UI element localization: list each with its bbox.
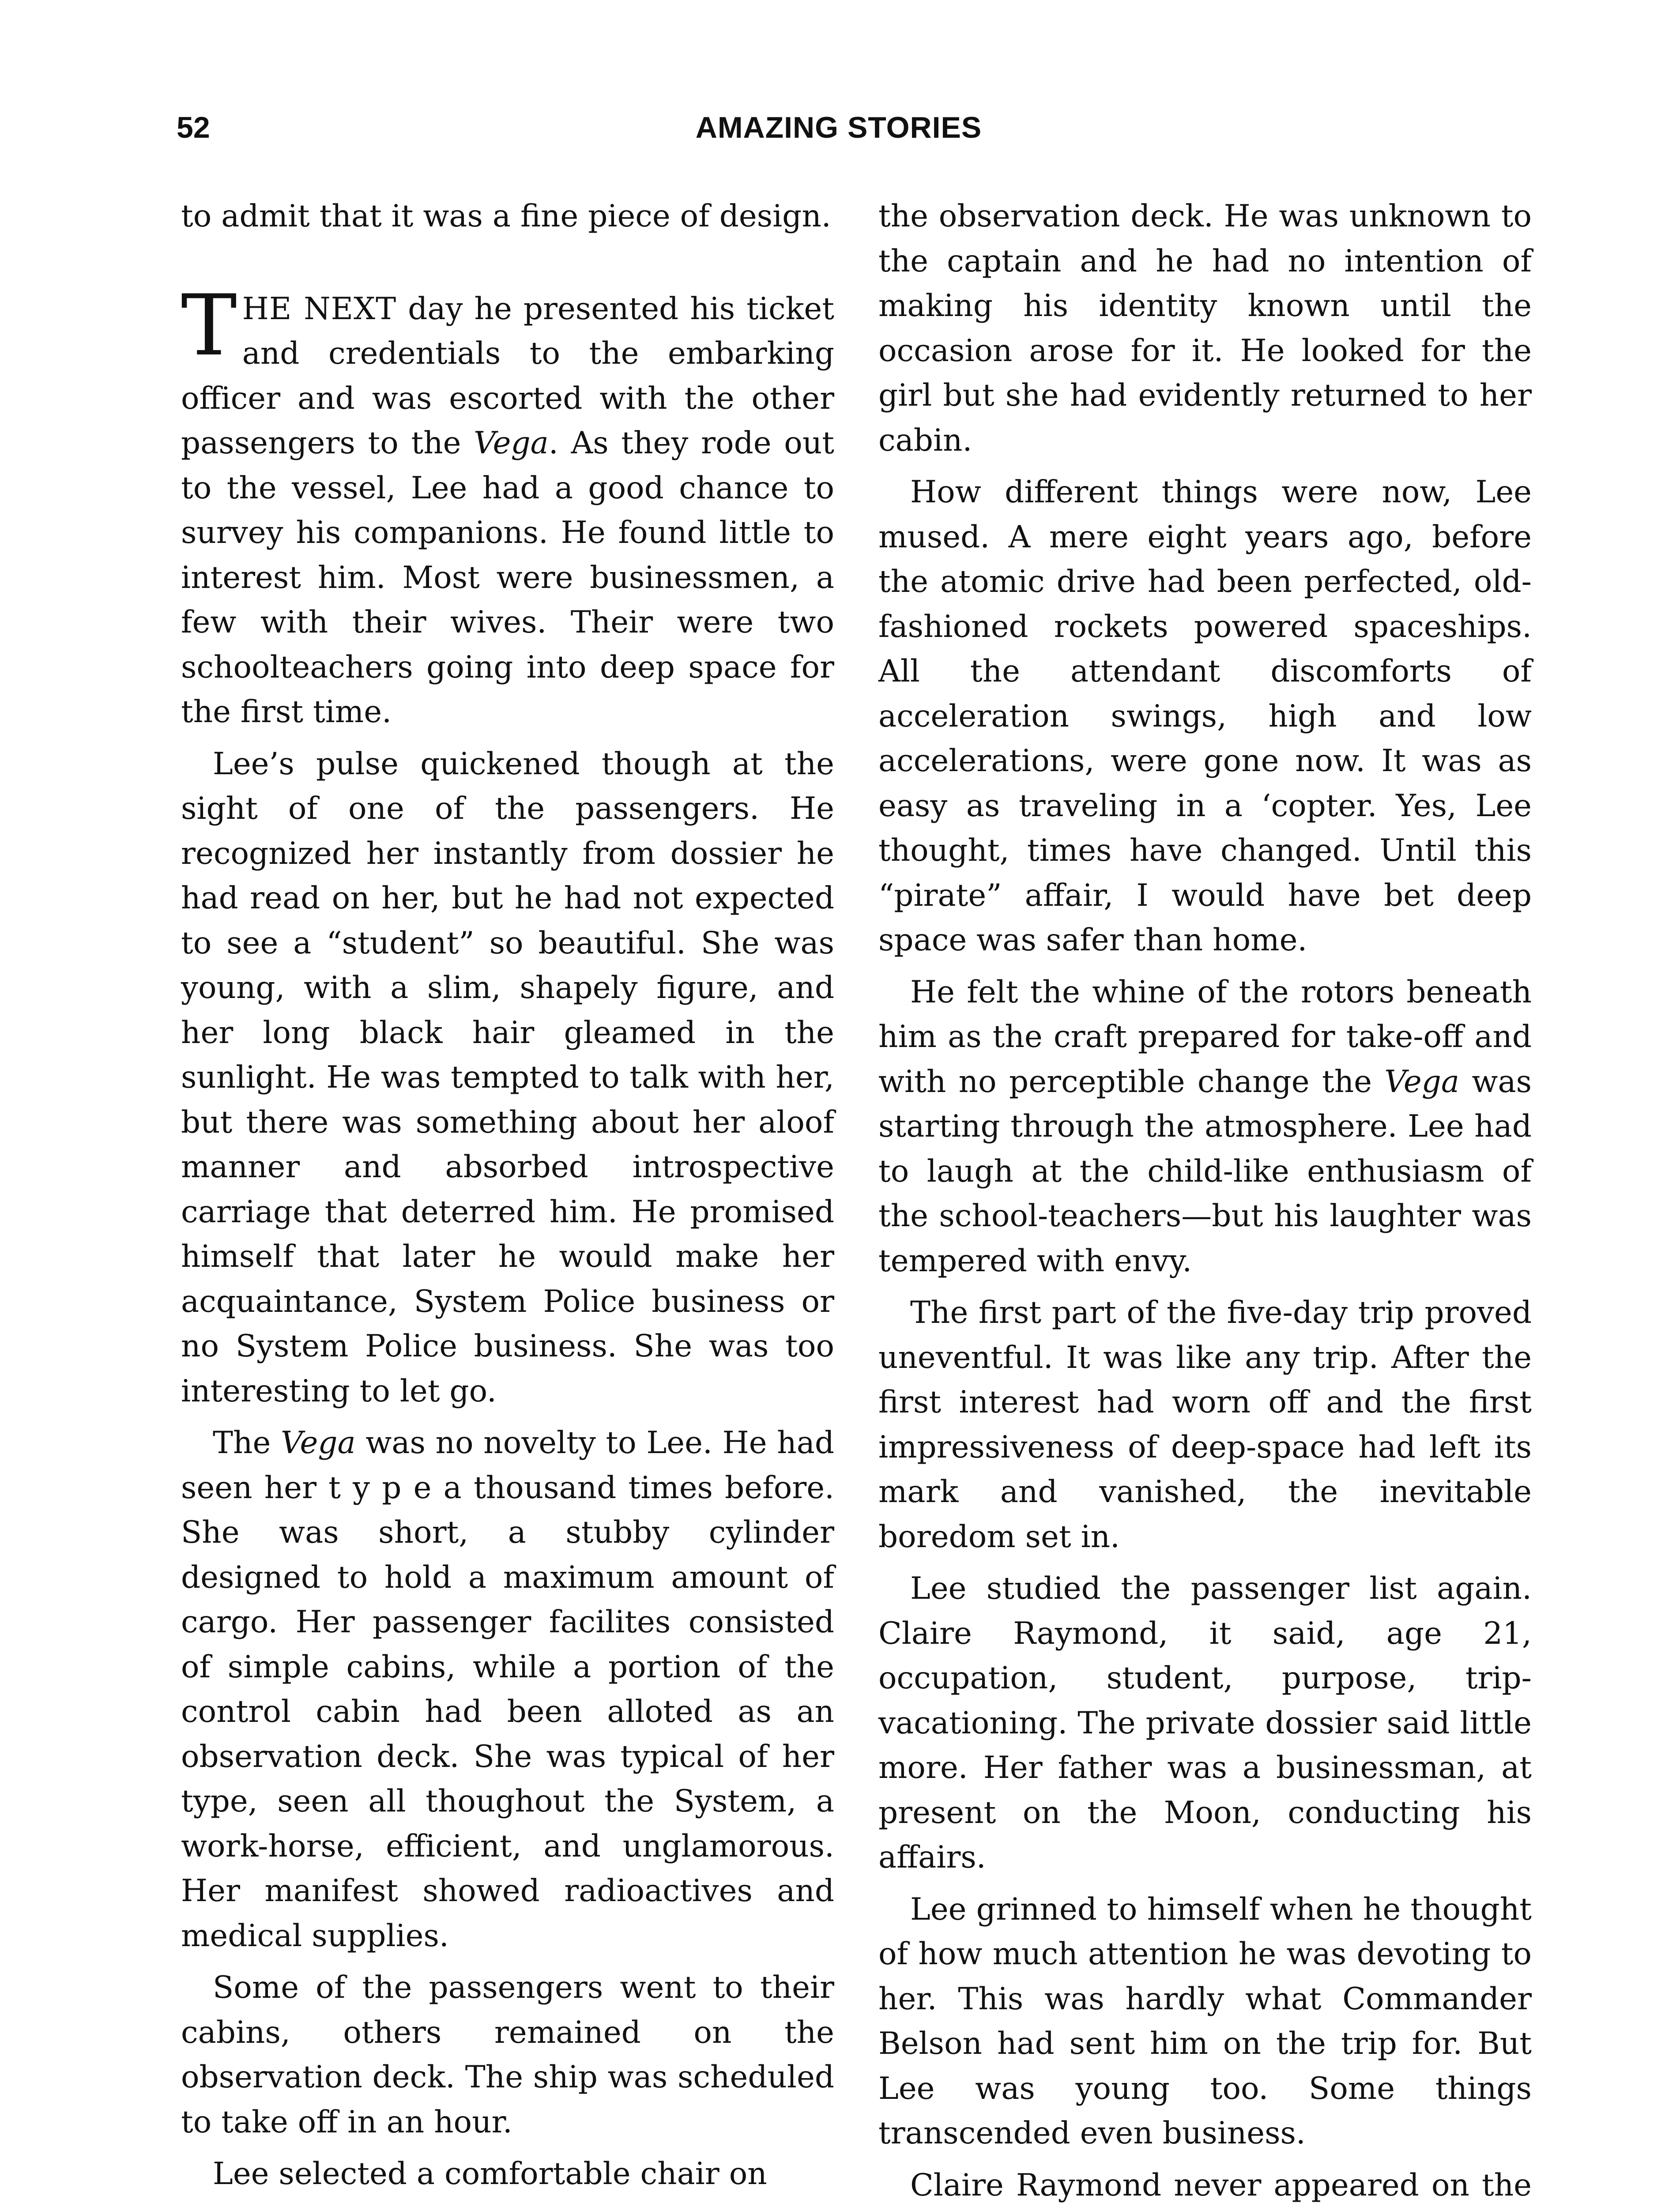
paragraph: Lee’s pulse quickened though at the sight of one of the passengers. He recognized her instantly from dossier he had read on her, but he had not expected to see a “student” so beautiful. She was young, with a slim, shapely figure, and her long black hair gleamed in the sunlight. He was tempted to talk with her, but there was something about her aloof manner and absorbed introspective carriage that deterred him. He promised himself that later he would make her acquaintance, System Police business or no System Police business. She was too interesting to let go. bbox=[181, 746, 834, 1409]
paragraph bbox=[878, 970, 1532, 1284]
paragraph-text: was no novelty to Lee. He had seen her t y p e a thousand times before. She was short, a stubby cylinder designed to hold a maximum amount of cargo. Her passenger facilites consisted of simple cabins, while a portion of the control cabin had been alloted as an observation deck. She was typical of her type, seen all thoughout the System, a work-horse, efficient, and unglamorous. Her manifest showed radioactives and medical supplies. bbox=[181, 1425, 834, 1954]
ship-name: Vega bbox=[280, 1425, 356, 1461]
running-title: AMAZING STORIES bbox=[695, 111, 982, 144]
ship-name: Vega bbox=[474, 426, 549, 461]
paragraph-text: was starting through the atmosphere. Lee had to laugh at the child-like enthusiasm of the school-teachers—but his laughter was tempered with envy. bbox=[878, 1064, 1532, 1279]
paragraph-text: . As they rode out to the vessel, Lee had a good chance to survey his companions. He found little to interest him. Most were businessmen, a few with their wives. Their were two schoolteachers going into deep space for the first time. bbox=[181, 426, 834, 730]
paragraph bbox=[181, 1421, 834, 1958]
page-header bbox=[0, 110, 1680, 154]
section-opening-paragraph bbox=[181, 276, 834, 735]
ship-name: Vega bbox=[1384, 1064, 1460, 1100]
page-number: 52 bbox=[177, 111, 210, 144]
paragraph-text: The bbox=[213, 1425, 281, 1461]
paragraph: Some of the passengers went to their cabins, others remained on the observation deck. The ship was scheduled to take off in an hour. bbox=[181, 1970, 834, 2140]
paragraph: Claire Raymond never appeared on the bbox=[910, 2167, 1532, 2203]
paragraph-text: day he presented his ticket and credentials to the embarking officer and was escorted with the other passengers to the bbox=[181, 291, 834, 461]
paragraph: the observation deck. He was unknown to the captain and he had no intention of making his identity known until the occasion arose for it. He looked for the girl but she had evidently returned to her cabin. bbox=[878, 199, 1532, 458]
paragraph: How different things were now, Lee mused. A mere eight years ago, before the atomic drive had been perfected, old-fashioned rockets powered spaceships. All the attendant discomforts of acceleration swings, high and low accelerations, were gone now. It was as easy as traveling in a ‘copter. Yes, Lee thought, times have changed. Until this “pirate” affair, I would have bet deep space was safer than home. bbox=[878, 475, 1532, 958]
left-column bbox=[181, 194, 834, 2204]
paragraph: to admit that it was a fine piece of design. bbox=[181, 199, 831, 234]
paragraph: Lee studied the passenger list again. Claire Raymond, it said, age 21, occupation, student, purpose, trip-vacationing. The private dossier said little more. Her father was a businessman, at present on the Moon, conducting his affairs. bbox=[878, 1571, 1532, 1875]
right-column bbox=[878, 194, 1532, 2207]
paragraph-text: He felt the whine of the rotors beneath him as the craft prepared for take-off and with no perceptible change the bbox=[878, 974, 1532, 1100]
lead-in: HE NEXT bbox=[242, 291, 397, 327]
paragraph: The first part of the five-day trip proved uneventful. It was like any trip. After the first interest had worn off and the first impressiveness of deep-space had left its mark and vanished, the inevitable boredom set in. bbox=[878, 1295, 1532, 1555]
paragraph: Lee selected a comfortable chair on bbox=[213, 2156, 767, 2192]
drop-cap: T bbox=[181, 276, 237, 374]
paragraph: Lee grinned to himself when he thought of how much attention he was devoting to her. This was hardly what Commander Belson had sent him on the trip for. But Lee was young too. Some things transcended even business. bbox=[878, 1891, 1532, 2151]
